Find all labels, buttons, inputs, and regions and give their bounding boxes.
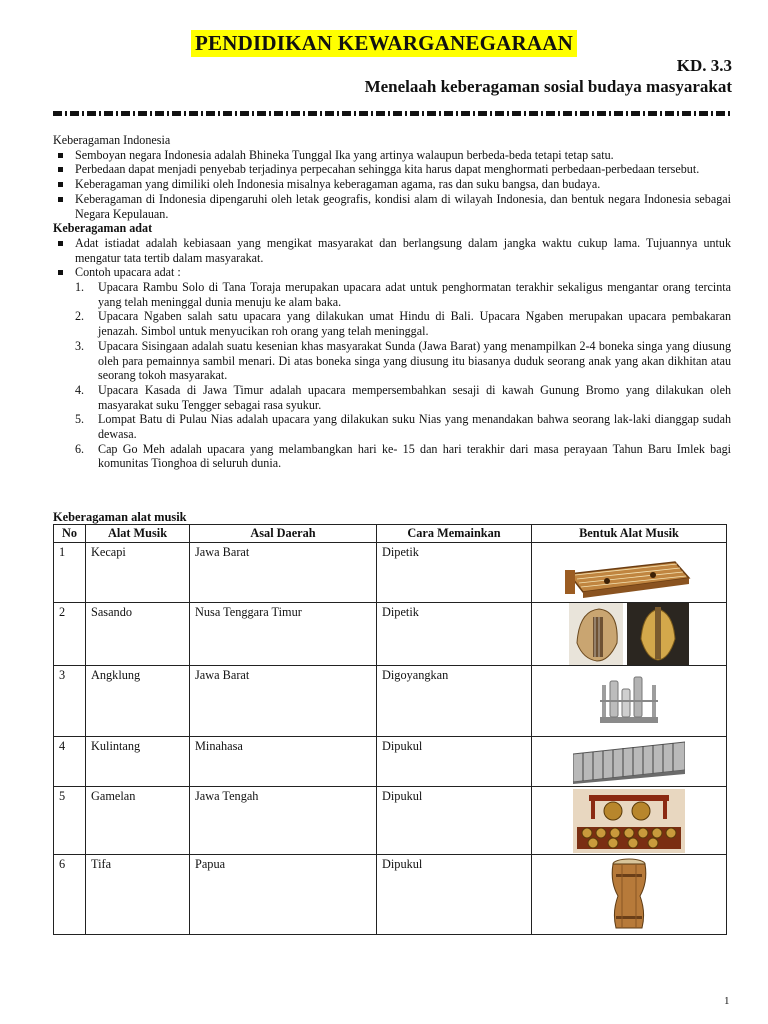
- content: [53, 133, 731, 471]
- keberagaman-adat-list: [53, 236, 731, 280]
- ceremony-text: Cap Go Meh adalah upacara yang melambangkan hari ke- 15 dan hari terakhir dari masa perayaan Tahun Baru Imlek bagi komunitas Tionghoa di seluruh dunia.: [98, 441, 731, 471]
- ceremony-text: Upacara Ngaben salah satu upacara yang dilakukan umat Hindu di Bali. Upacara Ngaben merupakan upacara pembakaran jenazah. Simbol untuk menyucikan roh orang yang telah meninggal.: [98, 309, 731, 339]
- gamelan-image: [532, 787, 727, 855]
- ceremony-item: [53, 339, 731, 383]
- music-instruments-table: [53, 524, 727, 935]
- cell-no: 4: [54, 737, 86, 787]
- gamelan-icon: [573, 789, 685, 853]
- list-item: Semboyan negara Indonesia adalah Bhineka Tunggal Ika yang artinya walaupun berbeda-beda tetapi tetap satu.: [53, 148, 731, 163]
- table-row: [54, 737, 727, 787]
- cell-origin: Minahasa: [190, 737, 377, 787]
- column-header-cara-memainkan: Cara Memainkan: [377, 525, 532, 543]
- cell-play: Dipetik: [377, 543, 532, 603]
- ceremony-number: 6.: [75, 441, 85, 456]
- list-item: Keberagaman di Indonesia dipengaruhi oleh letak geografis, kondisi alam di wilayah Indonesia, dan bentuk negara Indonesia sebagai Negara Kepulauan.: [53, 192, 731, 221]
- ceremony-item: [53, 383, 731, 412]
- ceremony-number: 1.: [75, 280, 85, 295]
- kd-code: KD. 3.3: [676, 56, 732, 75]
- cell-no: 3: [54, 666, 86, 737]
- cell-no: 5: [54, 787, 86, 855]
- column-header-bentuk-alat-musik: Bentuk Alat Musik: [532, 525, 727, 543]
- tifa-icon: [604, 856, 654, 934]
- ceremony-item: [53, 442, 731, 471]
- table-row: [54, 666, 727, 737]
- column-header-asal-daerah: Asal Daerah: [190, 525, 377, 543]
- kecapi-image: [532, 543, 727, 603]
- cell-origin: Jawa Tengah: [190, 787, 377, 855]
- ceremony-item: [53, 412, 731, 441]
- header-divider: [53, 111, 731, 116]
- cell-origin: Jawa Barat: [190, 666, 377, 737]
- angklung-icon: [594, 671, 664, 731]
- page-number: 1: [724, 995, 730, 1007]
- ceremony-item: [53, 309, 731, 338]
- cell-play: Dipukul: [377, 737, 532, 787]
- table-row: [54, 787, 727, 855]
- ceremony-number: 5.: [75, 412, 85, 427]
- list-item: Adat istiadat adalah kebiasaan yang mengikat masyarakat dan berlangsung dalam jangka waktu cukup lama. Tujuannya untuk mengatur tata tertib dalam masyarakat.: [53, 236, 731, 265]
- title-wrap: [0, 30, 768, 57]
- cell-name: Kecapi: [86, 543, 190, 603]
- section-heading-keberagaman-indonesia: Keberagaman Indonesia: [53, 133, 171, 147]
- cell-play: Dipetik: [377, 603, 532, 666]
- column-header-alat-musik: Alat Musik: [86, 525, 190, 543]
- ceremony-text: Upacara Sisingaan adalah suatu kesenian khas masyarakat Sunda (Jawa Barat) yang menampilkan 2-4 boneka singa yang diusung oleh para pemainnya sambil menari. Di atas boneka singa yang diusung itu biasanya duduk seorang anak yang akan dikhitan atau seorang tokoh masyarakat.: [98, 338, 731, 383]
- ceremony-text: Upacara Rambu Solo di Tana Toraja merupakan upacara adat untuk penghormatan terakhir sekaligus mengantar orang tercinta yang telah meninggal dunia menuju ke alam baka.: [98, 280, 731, 309]
- cell-play: Digoyangkan: [377, 666, 532, 737]
- cell-no: 6: [54, 855, 86, 935]
- cell-origin: Nusa Tenggara Timur: [190, 603, 377, 666]
- ceremony-number: 4.: [75, 382, 85, 397]
- cell-play: Dipukul: [377, 787, 532, 855]
- cell-origin: Papua: [190, 855, 377, 935]
- list-item-label: Contoh upacara adat :: [75, 265, 181, 280]
- ceremony-text: Lompat Batu di Pulau Nias adalah upacara yang dilakukan suku Nias yang menandakan bahwa seorang lak-laki dianggap sudah dewasa.: [98, 412, 731, 442]
- cell-name: Angklung: [86, 666, 190, 737]
- list-item: [53, 265, 731, 280]
- cell-origin: Jawa Barat: [190, 543, 377, 603]
- ceremony-number: 3.: [75, 338, 85, 353]
- cell-name: Tifa: [86, 855, 190, 935]
- table-caption: Keberagaman alat musik: [53, 510, 187, 524]
- sasando-icon: [569, 603, 689, 665]
- angklung-image: [532, 666, 727, 737]
- ceremony-number: 2.: [75, 309, 85, 324]
- kecapi-icon: [565, 548, 693, 598]
- cell-name: Kulintang: [86, 737, 190, 787]
- table-row: [54, 603, 727, 666]
- table-header-row: [54, 525, 727, 543]
- cell-no: 1: [54, 543, 86, 603]
- cell-play: Dipukul: [377, 855, 532, 935]
- sasando-image: [532, 603, 727, 666]
- table-row: [54, 543, 727, 603]
- list-item: Keberagaman yang dimiliki oleh Indonesia misalnya keberagaman agama, ras dan suku bangsa, dan budaya.: [53, 177, 731, 192]
- cell-no: 2: [54, 603, 86, 666]
- column-header-no: No: [54, 525, 86, 543]
- document-subtitle: Menelaah keberagaman sosial budaya masyarakat: [364, 77, 732, 96]
- ceremony-text: Upacara Kasada di Jawa Timur adalah upacara mempersembahkan sesaji di kawah Gunung Bromo yang dilakukan oleh masyarakat suku Tengger sebagai rasa syukur.: [98, 382, 731, 412]
- kulintang-image: [532, 737, 727, 787]
- cell-name: Sasando: [86, 603, 190, 666]
- tifa-image: [532, 855, 727, 935]
- ceremony-list: [53, 280, 731, 471]
- ceremony-item: [53, 280, 731, 309]
- document-title: PENDIDIKAN KEWARGANEGARAAN: [191, 30, 577, 57]
- keberagaman-indonesia-list: [53, 148, 731, 222]
- table-row: [54, 855, 727, 935]
- section-heading-keberagaman-adat: Keberagaman adat: [53, 221, 153, 236]
- list-item: Perbedaan dapat menjadi penyebab terjadinya perpecahan sehingga kita harus dapat menghormati perbedaan-perbedaan tersebut.: [53, 162, 731, 177]
- kulintang-icon: [573, 740, 685, 784]
- cell-name: Gamelan: [86, 787, 190, 855]
